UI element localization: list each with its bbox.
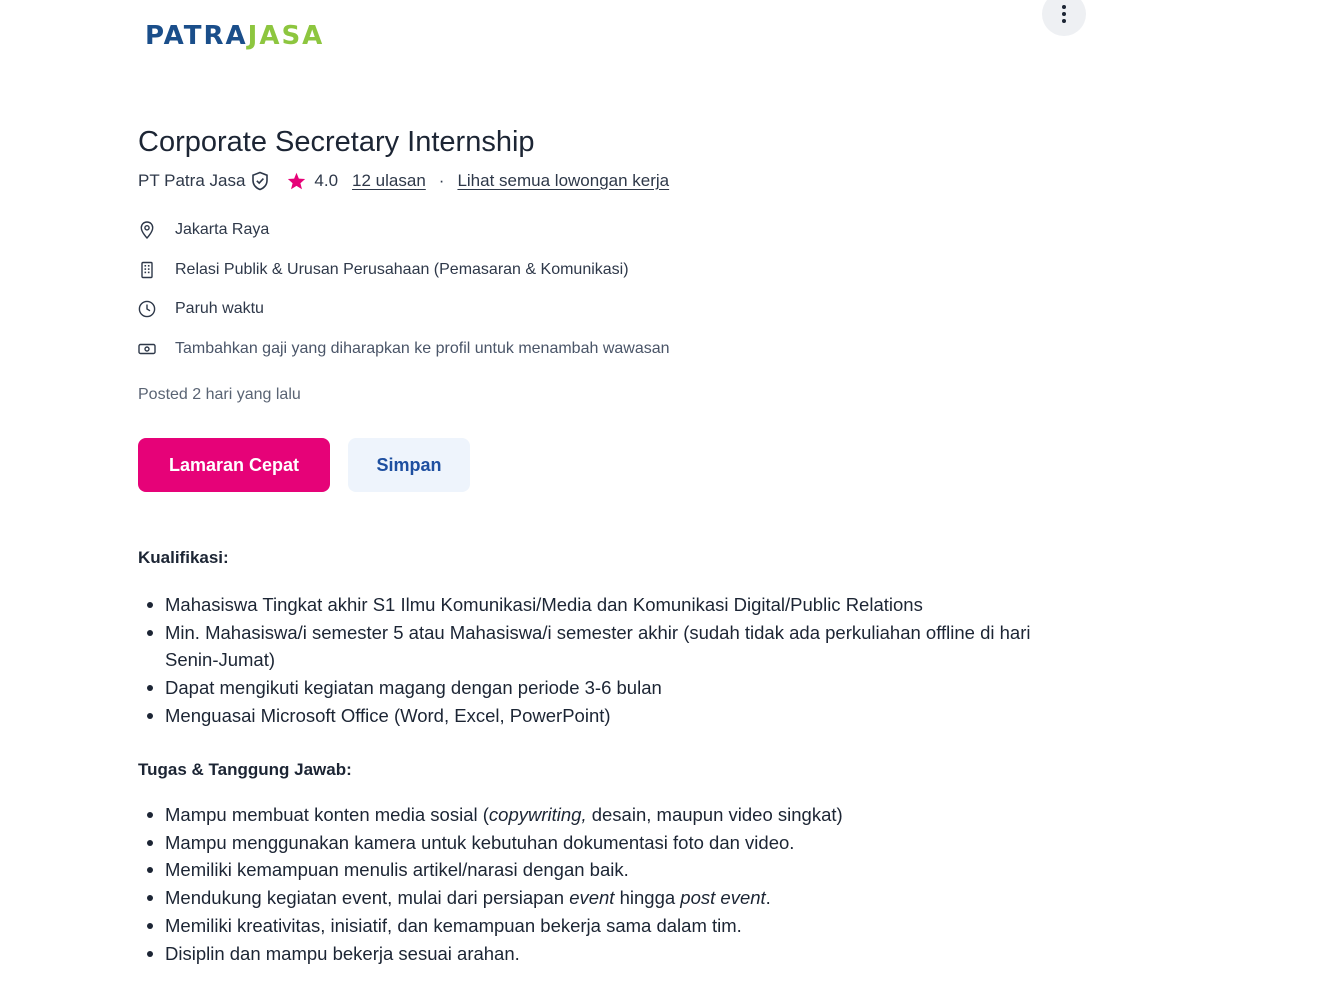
star-icon [287, 172, 306, 190]
qualifications-list [165, 591, 1075, 730]
category-text: Relasi Publik & Urusan Perusahaan (Pemasaran & Komunikasi) [175, 260, 629, 278]
list-item: Mahasiswa Tingkat akhir S1 Ilmu Komunikasi/Media dan Komunikasi Digital/Public Relations [165, 591, 1075, 619]
duties-list [165, 801, 1075, 967]
text: Mampu membuat konten media sosial ( [165, 804, 489, 825]
list-item: Dapat mengikuti kegiatan magang dengan periode 3-6 bulan [165, 674, 1075, 702]
job-info-list [138, 218, 670, 376]
rating-value: 4.0 [314, 171, 339, 190]
money-icon [138, 340, 156, 358]
more-vertical-icon [1061, 4, 1067, 24]
job-title: Corporate Secretary Internship [138, 126, 535, 158]
list-item: Mampu menggunakan kamera untuk kebutuhan dokumentasi foto dan video. [165, 829, 1075, 857]
emphasis: event [569, 887, 615, 909]
reviews-link[interactable]: 12 ulasan [352, 171, 426, 190]
work-type-text: Paruh waktu [175, 300, 264, 317]
duties-heading: Tugas & Tanggung Jawab: [138, 760, 352, 779]
job-meta [138, 169, 669, 193]
location-row [138, 218, 670, 242]
company-logo[interactable] [145, 20, 324, 52]
verified-shield-icon [251, 171, 269, 191]
posted-date: Posted 2 hari yang lalu [138, 386, 301, 403]
building-icon [138, 261, 156, 279]
work-type-row [138, 297, 670, 321]
emphasis: copywriting, [488, 804, 587, 825]
quick-apply-button[interactable]: Lamaran Cepat [138, 438, 330, 492]
logo-text-jasa: JASA [247, 21, 325, 51]
location-pin-icon [138, 221, 156, 239]
clock-icon [138, 300, 156, 318]
meta-separator: · [438, 171, 445, 190]
category-row [138, 258, 670, 282]
salary-row [138, 337, 670, 361]
list-item [165, 884, 1075, 912]
list-item [165, 801, 1075, 829]
list-item: Memiliki kemampuan menulis artikel/narasi dengan baik. [165, 856, 1075, 884]
location-text: Jakarta Raya [175, 221, 270, 238]
save-button[interactable]: Simpan [348, 438, 470, 492]
text: . [765, 887, 771, 909]
list-item: Disiplin dan mampu bekerja sesuai arahan. [165, 940, 1075, 968]
list-item: Menguasai Microsoft Office (Word, Excel, PowerPoint) [165, 702, 1075, 730]
list-item: Min. Mahasiswa/i semester 5 atau Mahasiswa/i semester akhir (sudah tidak ada perkuliahan offline di hari Senin-Jumat) [165, 619, 1075, 674]
qualifications-heading: Kualifikasi: [138, 548, 229, 567]
text: Mendukung kegiatan event, mulai dari persiapan [165, 887, 570, 909]
salary-hint-text[interactable]: Tambahkan gaji yang diharapkan ke profil untuk menambah wawasan [175, 339, 670, 357]
emphasis: post event [680, 887, 766, 909]
all-jobs-link[interactable]: Lihat semua lowongan kerja [457, 171, 670, 190]
text: desain, maupun video singkat) [586, 804, 843, 825]
more-options-button[interactable] [1042, 0, 1086, 36]
logo-text-patra: PATRA [145, 21, 248, 51]
list-item: Memiliki kreativitas, inisiatif, dan kemampuan bekerja sama dalam tim. [165, 912, 1075, 940]
text: hingga [614, 887, 681, 909]
company-name[interactable]: PT Patra Jasa [138, 171, 246, 190]
